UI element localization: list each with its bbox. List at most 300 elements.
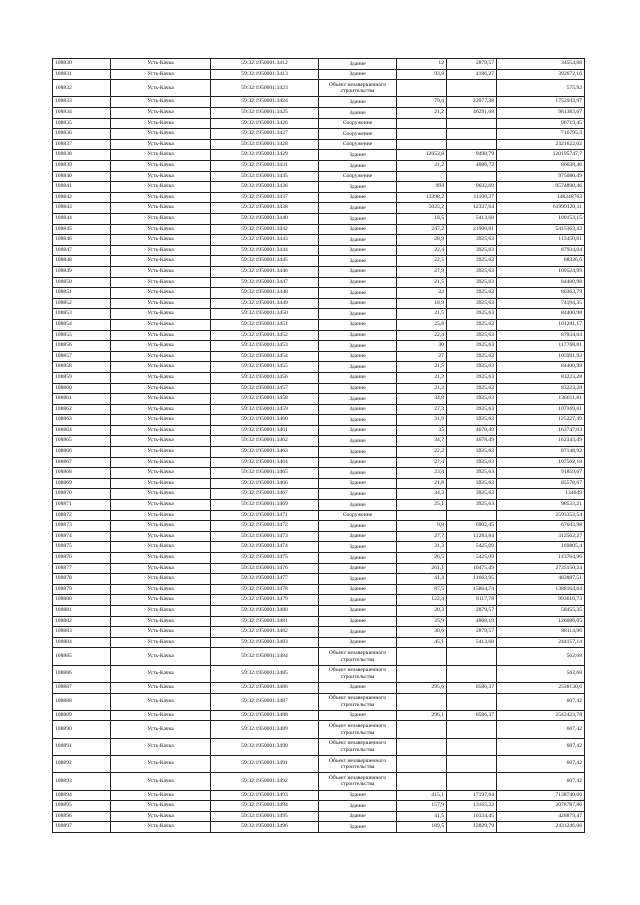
object-type-cell: Здание	[319, 637, 397, 648]
cadastral-value-cell: 244157,14	[497, 637, 585, 648]
table-row	[53, 372, 585, 383]
object-type-cell: Здание	[319, 447, 397, 458]
object-type-cell: Здание	[319, 584, 397, 595]
cadastral-number-cell: 59:32:1950001:3443	[211, 235, 319, 246]
unit-value-cell: 21906,81	[447, 224, 497, 235]
locality-cell: Усть-Качка	[111, 468, 211, 479]
unit-value-cell: 5425,09	[447, 542, 497, 553]
object-type-cell: Здание	[319, 531, 397, 542]
cadastral-value-cell: 109524,99	[497, 266, 585, 277]
locality-cell: Усть-Качка	[111, 192, 211, 203]
locality-cell: Усть-Качка	[111, 108, 211, 119]
unit-value-cell	[447, 80, 497, 97]
locality-cell: Усть-Качка	[111, 214, 211, 225]
cadastral-number-cell: 59:32:1950001:3492	[211, 773, 319, 790]
table-row	[53, 171, 585, 182]
locality-cell: Усть-Качка	[111, 756, 211, 773]
table-row	[53, 425, 585, 436]
locality-cell: Усть-Качка	[111, 447, 211, 458]
area-cell	[397, 118, 447, 129]
unit-value-cell: 11106,27	[447, 192, 497, 203]
table-row	[53, 415, 585, 426]
object-type-cell: Объект незавершенного строительства	[319, 80, 397, 97]
object-type-cell: Здание	[319, 192, 397, 203]
object-type-cell: Здание	[319, 341, 397, 352]
object-type-cell: Здание	[319, 97, 397, 108]
row-number-cell: 108883	[53, 627, 111, 638]
cadastral-number-cell: 59:32:1950001:3460	[211, 415, 319, 426]
locality-cell: Усть-Качка	[111, 489, 211, 500]
object-type-cell: Здание	[319, 605, 397, 616]
row-number-cell: 108849	[53, 266, 111, 277]
table-row	[53, 362, 585, 373]
table-row	[53, 330, 585, 341]
unit-value-cell: 9498,79	[447, 150, 497, 161]
area-cell: 27,9	[397, 266, 447, 277]
table-row	[53, 256, 585, 267]
area-cell	[397, 648, 447, 665]
table-row	[53, 738, 585, 755]
cadastral-value-cell: 87934,04	[497, 245, 585, 256]
cadastral-number-cell: 59:32:1950001:3446	[211, 266, 319, 277]
cadastral-value-cell: 562,68	[497, 648, 585, 665]
cadastral-value-cell: 125227,49	[497, 415, 585, 426]
cadastral-number-cell: 59:32:1950001:3449	[211, 298, 319, 309]
cadastral-value-cell: 136611,81	[497, 394, 585, 405]
object-type-cell: Объект незавершенного строительства	[319, 773, 397, 790]
cadastral-value-cell: 575,92	[497, 80, 585, 97]
area-cell: 28,9	[397, 235, 447, 246]
cadastral-value-cell: 34554,88	[497, 59, 585, 70]
area-cell: 18,5	[397, 214, 447, 225]
table-row	[53, 756, 585, 773]
object-type-cell: Здание	[319, 351, 397, 362]
cadastral-number-cell: 59:32:1950001:3431	[211, 161, 319, 172]
area-cell: 295,6	[397, 682, 447, 693]
object-type-cell: Здание	[319, 394, 397, 405]
row-number-cell: 108877	[53, 563, 111, 574]
row-number-cell: 108882	[53, 616, 111, 627]
row-number-cell: 108868	[53, 468, 111, 479]
cadastral-value-cell: 163747,03	[497, 425, 585, 436]
cadastral-number-cell: 59:32:1950001:3413	[211, 69, 319, 80]
object-type-cell: Сооружение	[319, 139, 397, 150]
table-row	[53, 595, 585, 606]
table-row	[53, 693, 585, 710]
locality-cell: Усть-Качка	[111, 682, 211, 693]
locality-cell: Усть-Качка	[111, 415, 211, 426]
cadastral-number-cell: 59:32:1950001:3471	[211, 510, 319, 521]
locality-cell: Усть-Качка	[111, 139, 211, 150]
row-number-cell: 108891	[53, 738, 111, 755]
cadastral-number-cell: 59:32:1950001:3464	[211, 457, 319, 468]
row-number-cell: 108845	[53, 224, 111, 235]
cadastral-number-cell: 59:32:1950001:3435	[211, 171, 319, 182]
object-type-cell: Здание	[319, 150, 397, 161]
row-number-cell: 108894	[53, 790, 111, 801]
object-type-cell: Объект незавершенного строительства	[319, 648, 397, 665]
cadastral-number-cell: 59:32:1950001:3426	[211, 118, 319, 129]
table-row	[53, 553, 585, 564]
object-type-cell: Здание	[319, 182, 397, 193]
row-number-cell: 108852	[53, 298, 111, 309]
cadastral-value-cell: 91859,67	[497, 468, 585, 479]
locality-cell: Усть-Качка	[111, 436, 211, 447]
locality-cell: Усть-Качка	[111, 721, 211, 738]
locality-cell: Усть-Качка	[111, 648, 211, 665]
cadastral-number-cell: 59:32:1950001:3474	[211, 542, 319, 553]
unit-value-cell: 10475,49	[447, 563, 497, 574]
row-number-cell: 108837	[53, 139, 111, 150]
row-number-cell: 108857	[53, 351, 111, 362]
table-row	[53, 665, 585, 682]
row-number-cell: 108830	[53, 59, 111, 70]
unit-value-cell: 3925,63	[447, 468, 497, 479]
table-row	[53, 139, 585, 150]
unit-value-cell: 5425,09	[447, 553, 497, 564]
table-row	[53, 563, 585, 574]
area-cell: 22,4	[397, 330, 447, 341]
row-number-cell: 108859	[53, 372, 111, 383]
object-type-cell: Здание	[319, 288, 397, 299]
unit-value-cell: 3925,63	[447, 500, 497, 511]
locality-cell: Усть-Качка	[111, 59, 211, 70]
area-cell: 34,7	[397, 436, 447, 447]
row-number-cell: 108869	[53, 478, 111, 489]
area-cell: 21,2	[397, 161, 447, 172]
area-cell: 189,5	[397, 822, 447, 833]
area-cell: 25,8	[397, 319, 447, 330]
row-number-cell: 108864	[53, 425, 111, 436]
locality-cell: Усть-Качка	[111, 129, 211, 140]
cadastral-number-cell: 59:32:1950001:3495	[211, 811, 319, 822]
area-cell: 994	[397, 182, 447, 193]
cadastral-number-cell: 59:32:1950001:3452	[211, 330, 319, 341]
unit-value-cell: 4186,27	[447, 69, 497, 80]
unit-value-cell: 3925,63	[447, 394, 497, 405]
area-cell	[397, 721, 447, 738]
area-cell: 41,5	[397, 811, 447, 822]
cadastral-value-cell: 428879,47	[497, 811, 585, 822]
cadastral-value-cell: 100153,15	[497, 214, 585, 225]
cadastral-value-cell: 86363,79	[497, 288, 585, 299]
table-row	[53, 245, 585, 256]
area-cell: 9,8	[397, 521, 447, 532]
row-number-cell: 108866	[53, 447, 111, 458]
cadastral-value-cell: 2078787,86	[497, 801, 585, 812]
cadastral-value-cell: 107169,61	[497, 404, 585, 415]
object-type-cell: Здание	[319, 203, 397, 214]
unit-value-cell: 3925,63	[447, 235, 497, 246]
object-type-cell: Здание	[319, 822, 397, 833]
cadastral-value-cell: 993616,73	[497, 595, 585, 606]
property-table	[52, 58, 585, 833]
area-cell: 26,5	[397, 553, 447, 564]
locality-cell: Усть-Качка	[111, 80, 211, 97]
object-type-cell: Здание	[319, 553, 397, 564]
table-row	[53, 150, 585, 161]
cadastral-value-cell: 107562,18	[497, 457, 585, 468]
cadastral-value-cell: 117768,81	[497, 341, 585, 352]
unit-value-cell: 3925,63	[447, 383, 497, 394]
row-number-cell: 108887	[53, 682, 111, 693]
locality-cell: Усть-Качка	[111, 616, 211, 627]
cadastral-value-cell: 74194,35	[497, 298, 585, 309]
cadastral-value-cell: 148248763	[497, 192, 585, 203]
cadastral-number-cell: 59:32:1950001:3444	[211, 245, 319, 256]
locality-cell: Усть-Качка	[111, 288, 211, 299]
area-cell: 45,1	[397, 637, 447, 648]
cadastral-value-cell: 607,42	[497, 756, 585, 773]
locality-cell: Усть-Качка	[111, 665, 211, 682]
locality-cell: Усть-Качка	[111, 693, 211, 710]
document-page	[52, 58, 584, 833]
unit-value-cell	[447, 756, 497, 773]
table-row	[53, 637, 585, 648]
area-cell: 21,5	[397, 277, 447, 288]
unit-value-cell: 8586,37	[447, 710, 497, 721]
cadastral-number-cell: 59:32:1950001:3472	[211, 521, 319, 532]
unit-value-cell	[447, 773, 497, 790]
object-type-cell: Здание	[319, 489, 397, 500]
row-number-cell: 108836	[53, 129, 111, 140]
cadastral-value-cell: 120195747,7	[497, 150, 585, 161]
locality-cell: Усть-Качка	[111, 801, 211, 812]
locality-cell: Усть-Качка	[111, 521, 211, 532]
cadastral-value-cell: 482887,51	[497, 574, 585, 585]
area-cell: 157,9	[397, 801, 447, 812]
locality-cell: Усть-Качка	[111, 500, 211, 511]
locality-cell: Усть-Качка	[111, 224, 211, 235]
object-type-cell: Здание	[319, 500, 397, 511]
cadastral-value-cell: 84400,98	[497, 309, 585, 320]
cadastral-value-cell: 105991,93	[497, 351, 585, 362]
row-number-cell: 108863	[53, 415, 111, 426]
cadastral-value-cell: 607,42	[497, 773, 585, 790]
cadastral-number-cell: 59:32:1950001:3440	[211, 214, 319, 225]
object-type-cell: Здание	[319, 436, 397, 447]
cadastral-number-cell: 59:32:1950001:3478	[211, 584, 319, 595]
locality-cell: Усть-Качка	[111, 595, 211, 606]
row-number-cell: 108855	[53, 330, 111, 341]
unit-value-cell	[447, 693, 497, 710]
area-cell: 31,9	[397, 415, 447, 426]
table-row	[53, 319, 585, 330]
locality-cell: Усть-Качка	[111, 404, 211, 415]
area-cell: 21,5	[397, 362, 447, 373]
object-type-cell: Здание	[319, 542, 397, 553]
locality-cell: Усть-Качка	[111, 773, 211, 790]
cadastral-value-cell: 607,42	[497, 738, 585, 755]
area-cell: 12653,8	[397, 150, 447, 161]
locality-cell: Усть-Качка	[111, 330, 211, 341]
row-number-cell: 108854	[53, 319, 111, 330]
object-type-cell: Здание	[319, 372, 397, 383]
locality-cell: Усть-Качка	[111, 150, 211, 161]
area-cell: 25,9	[397, 616, 447, 627]
object-type-cell: Здание	[319, 790, 397, 801]
object-type-cell: Здание	[319, 309, 397, 320]
unit-value-cell	[447, 665, 497, 682]
table-row	[53, 531, 585, 542]
cadastral-value-cell: 562,68	[497, 665, 585, 682]
area-cell: 27,3	[397, 404, 447, 415]
locality-cell: Усть-Качка	[111, 710, 211, 721]
row-number-cell: 108858	[53, 362, 111, 373]
cadastral-value-cell: 96719,45	[497, 118, 585, 129]
cadastral-number-cell: 59:32:1950001:3450	[211, 309, 319, 320]
table-row	[53, 489, 585, 500]
cadastral-value-cell: 88326,6	[497, 256, 585, 267]
table-row	[53, 309, 585, 320]
cadastral-value-cell: 2735150,24	[497, 563, 585, 574]
locality-cell: Усть-Качка	[111, 277, 211, 288]
area-cell	[397, 510, 447, 521]
area-cell: 27,7	[397, 531, 447, 542]
unit-value-cell: 10334,45	[447, 811, 497, 822]
object-type-cell: Объект незавершенного строительства	[319, 756, 397, 773]
row-number-cell: 108896	[53, 811, 111, 822]
object-type-cell: Здание	[319, 616, 397, 627]
row-number-cell: 108865	[53, 436, 111, 447]
cadastral-value-cell: 981383,67	[497, 108, 585, 119]
locality-cell: Усть-Качка	[111, 118, 211, 129]
object-type-cell: Сооружение	[319, 171, 397, 182]
cadastral-number-cell: 59:32:1950001:3481	[211, 616, 319, 627]
area-cell: 27,4	[397, 457, 447, 468]
cadastral-number-cell: 59:32:1950001:3428	[211, 139, 319, 150]
table-row	[53, 773, 585, 790]
locality-cell: Усть-Качка	[111, 182, 211, 193]
table-row	[53, 710, 585, 721]
area-cell	[397, 171, 447, 182]
unit-value-cell: 46291,68	[447, 108, 497, 119]
object-type-cell: Здание	[319, 627, 397, 638]
unit-value-cell: 3925,63	[447, 457, 497, 468]
area-cell: 13398,2	[397, 192, 447, 203]
area-cell: 20,3	[397, 605, 447, 616]
row-number-cell: 108839	[53, 161, 111, 172]
locality-cell: Усть-Качка	[111, 790, 211, 801]
object-type-cell: Объект незавершенного строительства	[319, 738, 397, 755]
cadastral-value-cell: 5415363,43	[497, 224, 585, 235]
table-row	[53, 478, 585, 489]
cadastral-number-cell: 59:32:1950001:3438	[211, 203, 319, 214]
table-row	[53, 616, 585, 627]
locality-cell: Усть-Качка	[111, 510, 211, 521]
object-type-cell: Здание	[319, 319, 397, 330]
object-type-cell: Здание	[319, 108, 397, 119]
table-row	[53, 118, 585, 129]
locality-cell: Усть-Качка	[111, 383, 211, 394]
cadastral-number-cell: 59:32:1950001:3423	[211, 80, 319, 97]
locality-cell: Усть-Качка	[111, 266, 211, 277]
row-number-cell: 108840	[53, 171, 111, 182]
cadastral-number-cell: 59:32:1950001:3429	[211, 150, 319, 161]
area-cell: 261,1	[397, 563, 447, 574]
unit-value-cell: 3925,63	[447, 266, 497, 277]
cadastral-number-cell: 59:32:1950001:3437	[211, 192, 319, 203]
cadastral-value-cell: 98533,21	[497, 500, 585, 511]
area-cell: 30	[397, 341, 447, 352]
area-cell: 22,5	[397, 256, 447, 267]
row-number-cell: 108842	[53, 192, 111, 203]
area-cell	[397, 80, 447, 97]
table-row	[53, 277, 585, 288]
unit-value-cell: 8586,37	[447, 682, 497, 693]
cadastral-number-cell: 59:32:1950001:3462	[211, 436, 319, 447]
cadastral-number-cell: 59:32:1950001:3458	[211, 394, 319, 405]
cadastral-number-cell: 59:32:1950001:3425	[211, 108, 319, 119]
unit-value-cell: 5413,68	[447, 214, 497, 225]
area-cell: 415,1	[397, 790, 447, 801]
locality-cell: Усть-Качка	[111, 362, 211, 373]
area-cell	[397, 139, 447, 150]
table-row	[53, 648, 585, 665]
table-row	[53, 288, 585, 299]
cadastral-value-cell: 2593352,54	[497, 510, 585, 521]
cadastral-number-cell: 59:32:1950001:3463	[211, 447, 319, 458]
table-row	[53, 510, 585, 521]
unit-value-cell: 11663,95	[447, 574, 497, 585]
cadastral-number-cell: 59:32:1950001:3490	[211, 738, 319, 755]
row-number-cell: 108890	[53, 721, 111, 738]
unit-value-cell	[447, 648, 497, 665]
cadastral-value-cell: 2538130,6	[497, 682, 585, 693]
area-cell	[397, 738, 447, 755]
row-number-cell: 108880	[53, 595, 111, 606]
row-number-cell: 108873	[53, 521, 111, 532]
table-row	[53, 822, 585, 833]
cadastral-value-cell: 113450,61	[497, 235, 585, 246]
unit-value-cell	[447, 129, 497, 140]
table-row	[53, 341, 585, 352]
cadastral-value-cell: 83223,28	[497, 383, 585, 394]
row-number-cell: 108886	[53, 665, 111, 682]
cadastral-value-cell: 1752943,97	[497, 97, 585, 108]
locality-cell: Усть-Качка	[111, 351, 211, 362]
row-number-cell: 108832	[53, 80, 111, 97]
row-number-cell: 108888	[53, 693, 111, 710]
row-number-cell: 108871	[53, 500, 111, 511]
object-type-cell: Здание	[319, 235, 397, 246]
table-row	[53, 790, 585, 801]
row-number-cell: 108848	[53, 256, 111, 267]
cadastral-number-cell: 59:32:1950001:3494	[211, 801, 319, 812]
cadastral-value-cell: 87934,04	[497, 330, 585, 341]
area-cell: 34,3	[397, 489, 447, 500]
object-type-cell: Здание	[319, 362, 397, 373]
locality-cell: Усть-Качка	[111, 245, 211, 256]
cadastral-number-cell: 59:32:1950001:3451	[211, 319, 319, 330]
table-row	[53, 214, 585, 225]
table-row	[53, 468, 585, 479]
locality-cell: Усть-Качка	[111, 531, 211, 542]
area-cell: 21,2	[397, 108, 447, 119]
locality-cell: Усть-Качка	[111, 637, 211, 648]
cadastral-number-cell: 59:32:1950001:3465	[211, 468, 319, 479]
area-cell: 22,4	[397, 245, 447, 256]
table-row	[53, 574, 585, 585]
cadastral-number-cell: 59:32:1950001:3436	[211, 182, 319, 193]
table-row	[53, 108, 585, 119]
cadastral-number-cell: 59:32:1950001:3461	[211, 425, 319, 436]
cadastral-number-cell: 59:32:1950001:3427	[211, 129, 319, 140]
table-row	[53, 447, 585, 458]
row-number-cell: 108893	[53, 773, 111, 790]
cadastral-value-cell: 7138740,66	[497, 790, 585, 801]
table-row	[53, 605, 585, 616]
